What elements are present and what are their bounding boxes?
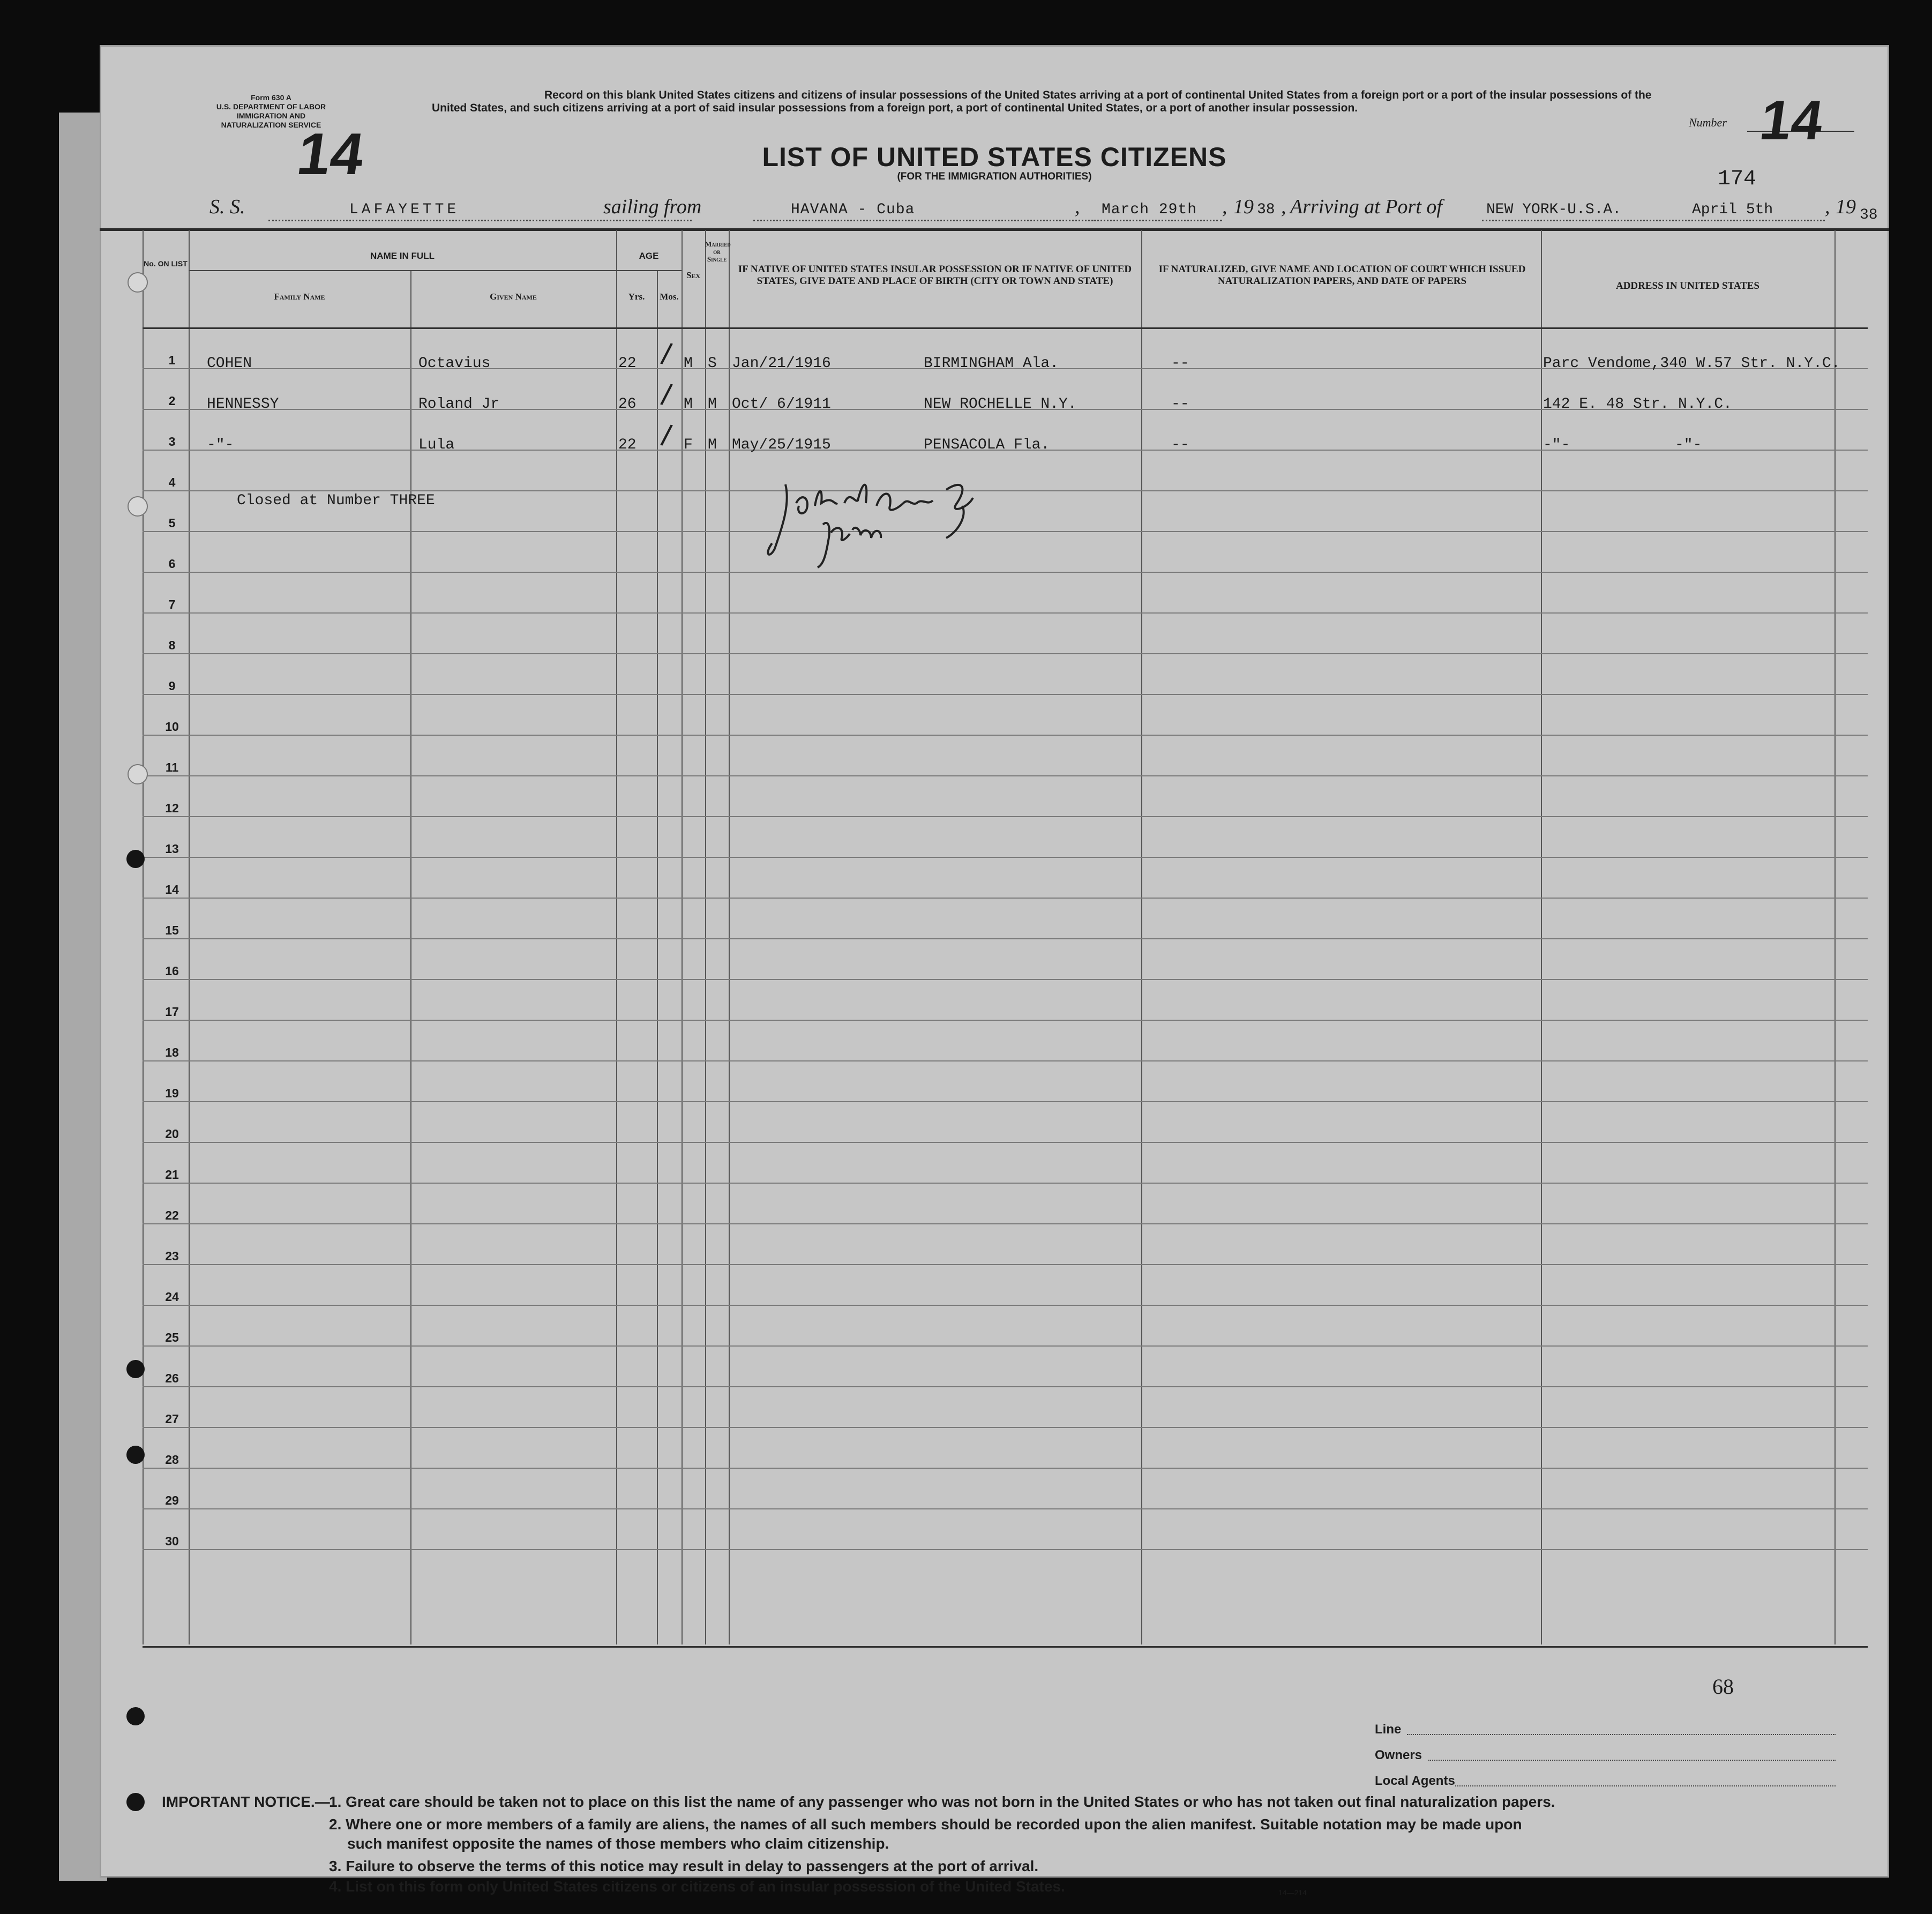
- row-rule: [143, 1345, 1868, 1347]
- marital-status: S: [708, 355, 717, 372]
- row-rule: [143, 1264, 1868, 1265]
- row-number: 18: [165, 1045, 179, 1059]
- notice-heading: IMPORTANT NOTICE.—: [162, 1793, 330, 1810]
- row-number: 7: [168, 597, 176, 611]
- row-rule: [143, 816, 1868, 817]
- row-number: 28: [165, 1453, 179, 1467]
- page-title: LIST OF UNITED STATES CITIZENS: [762, 142, 1227, 172]
- form-number: Form 630 A: [251, 93, 291, 102]
- service-line-1: IMMIGRATION AND: [236, 111, 306, 120]
- address: Parc Vendome,340 W.57 Str. N.Y.C.: [1543, 355, 1840, 372]
- row-number: 3: [168, 435, 176, 448]
- row-number: 27: [165, 1412, 179, 1426]
- notice-3: 3. Failure to observe the terms of this notice may result in delay to passengers at the port of arrival.: [329, 1858, 1039, 1874]
- row-rule: [143, 1223, 1868, 1224]
- header-given-name: Given Name: [490, 291, 537, 302]
- given-name: Lula: [418, 437, 455, 453]
- age-years: 22: [618, 355, 636, 372]
- from-port: HAVANA - Cuba: [791, 201, 915, 218]
- binder-hole: [126, 1793, 145, 1811]
- row-number: 10: [165, 720, 179, 734]
- print-code: 14—214: [1278, 1888, 1307, 1897]
- marital-status: M: [708, 437, 717, 453]
- row-rule: [143, 572, 1868, 573]
- header-naturalized: IF NATURALIZED, GIVE NAME AND LOCATION OF COURT WHICH ISSUED NATURALIZATION PAPERS, AND DATE OF PAPERS: [1158, 264, 1526, 287]
- arrival-port: NEW YORK-U.S.A.: [1486, 201, 1622, 218]
- row-number: 6: [168, 557, 176, 571]
- header-sex: Sex: [686, 270, 701, 280]
- header-address: ADDRESS IN UNITED STATES: [1615, 280, 1759, 291]
- notice-1: 1. Great care should be taken not to place on this list the name of any passenger who was not born in the United States or who has not taken out final naturalization papers.: [329, 1793, 1555, 1810]
- birth-date: Jan/21/1916: [732, 355, 831, 372]
- row-number: 29: [165, 1493, 179, 1507]
- sailing-from-label: sailing from: [603, 196, 702, 218]
- row-number: 20: [165, 1127, 179, 1141]
- closed-note: Closed at Number THREE: [237, 492, 435, 509]
- family-name: HENNESSY: [207, 396, 279, 413]
- row-number: 16: [165, 964, 179, 978]
- department: U.S. DEPARTMENT OF LABOR: [216, 102, 326, 111]
- row-number: 15: [165, 923, 179, 937]
- row-number: 14: [165, 883, 179, 896]
- row-rule: [143, 979, 1868, 980]
- sex: F: [684, 437, 693, 453]
- sex: M: [684, 355, 693, 372]
- row-number: 19: [165, 1086, 179, 1100]
- row-rule: [143, 694, 1868, 695]
- row-rule: [143, 1101, 1868, 1102]
- naturalization: --: [1171, 355, 1189, 372]
- notice-2: 2. Where one or more members of a family are aliens, the names of all such members should be recorded upon the alien manifest. Suitable notation may be made upon: [329, 1816, 1522, 1833]
- arriving-label: Arriving at Port of: [1290, 196, 1442, 218]
- row-number: 9: [168, 679, 176, 693]
- row-rule: [143, 1468, 1868, 1469]
- birth-date: Oct/ 6/1911: [732, 396, 831, 413]
- header-name-in-full: NAME IN FULL: [370, 251, 435, 261]
- ship-name: LAFAYETTE: [349, 201, 460, 218]
- family-name: COHEN: [207, 355, 252, 372]
- row-rule: [143, 1305, 1868, 1306]
- arrival-date: April 5th: [1692, 201, 1773, 218]
- arrival-year: 38: [1860, 207, 1878, 223]
- age-years: 22: [618, 437, 636, 453]
- header-rule: [100, 228, 1889, 231]
- tally-mark: /: [658, 418, 675, 453]
- row-rule: [143, 1142, 1868, 1143]
- row-number: 12: [165, 801, 179, 815]
- row-number: 30: [165, 1534, 179, 1548]
- row-number: 22: [165, 1208, 179, 1222]
- header-family-name: Family Name: [274, 291, 325, 302]
- marital-status: M: [708, 396, 717, 413]
- footer-line-label: Line: [1375, 1722, 1402, 1737]
- row-number: 23: [165, 1249, 179, 1263]
- row-number: 25: [165, 1330, 179, 1344]
- number-label: Number: [1689, 116, 1727, 129]
- row-rule: [143, 1549, 1868, 1550]
- header-yrs: Yrs.: [628, 291, 645, 302]
- footer-owners-label: Owners: [1375, 1748, 1422, 1762]
- row-rule: [143, 1508, 1868, 1509]
- table-bottom-rule: [143, 1646, 1868, 1648]
- row-rule: [143, 898, 1868, 899]
- row-rule: [143, 735, 1868, 736]
- binder-hole: [126, 1707, 145, 1725]
- row-number: 5: [168, 516, 176, 530]
- manifest-page: Form 630 A U.S. DEPARTMENT OF LABOR IMMIGRATION AND NATURALIZATION SERVICE 14 Record on this blank United States citizens and citizens of insular possessions of the United States arriving at a port of continental United States from a foreign port or a port of the insular possessions of the United States, and such citizens arriving at a port of said insular possessions from a foreign port, a port of continental United States, or a port of another insular possession. Number 14 174 LIST OF UNITED STATES CITIZENS (FOR THE IMMIGRATION AUTHORITIES) S. S. LAFAYETTE sailing from HAVANA - Cuba , March 29th , 19 38 , Arriving at Port of NEW YORK-U.S.A. April 5th , 19 38 No. ON LIST NAME IN FULL Family Name Given Name AGE Yrs. Mos. Sex Married or Single IF NATIVE OF UNITED STATES INSULAR POSSESSION OR IF NATIVE OF UNITED STATES, GIVE DATE AND PLACE OF BIRTH (CITY OR TOWN AND STATE) IF NATURALIZED, GIVE NAME AND LOCATION OF COURT WHICH ISSUED NATURALIZATION PAPERS, AND DATE OF PAPERS ADDRESS IN UNITED STATES 1 2 3 4 5 6 7 8 9 10 11 12 13 14 15 16 17 18 19 20 21 22 23 24 25 26 27 28 29 30 COHEN Octavius 22 M S Jan/21/1916 BIRMINGHAM Ala. -- Parc Vendome,340 W.57 Str. N.Y.C. / HENNESSY Roland Jr 26 M M Oct/ 6/1911 NEW ROCHELLE N.Y. -- 142 E. 48 Str. N.Y.C. / -"- Lula 22 F M May/25/1915 PENSACOLA Fla. -- -"- -"- / Closed at Number THREE 68 Line Owners Local Agents IMPORTANT NOTICE.— 1. Great care should be taken not to place on this list the name of any passenger who was not born in the United States or who has not taken out final naturalization papers. 2. Where one or more members of a family are aliens, the names of all such members should be recorded upon the alien manifest. Suitable notation may be made upon such manifest opposite the names of those members who claim citizenship. 3. Failure to observe the terms of this notice may result in delay to passengers at the port of arrival. 4. List on this form only United States citizens or citizens of an insular possession of the United States. 14—214: [100, 45, 1889, 1878]
- row-rule: [143, 653, 1868, 654]
- binder-hole: [128, 764, 148, 784]
- header-married-single: Married or Single: [705, 240, 731, 263]
- row-rule: [143, 1020, 1868, 1021]
- row-number: 11: [165, 760, 179, 774]
- sheet-number: 174: [1718, 167, 1757, 191]
- ss-label: S. S.: [209, 196, 245, 218]
- inspector-signature: [764, 474, 1010, 570]
- birth-date: May/25/1915: [732, 437, 831, 453]
- left-stamp-number: 14: [293, 121, 369, 187]
- sail-date: March 29th: [1102, 201, 1197, 218]
- sail-year-prefix: 19: [1233, 196, 1254, 218]
- binder-hole: [126, 1360, 145, 1378]
- age-years: 26: [618, 396, 636, 413]
- service-line-2: NATURALIZATION SERVICE: [221, 121, 321, 129]
- row-number: 21: [165, 1168, 179, 1182]
- binder-hole: [128, 496, 148, 517]
- row-number: 26: [165, 1371, 179, 1385]
- row-rule: [143, 1060, 1868, 1061]
- footer-agents-label: Local Agents: [1375, 1774, 1455, 1788]
- binder-hole: [128, 272, 148, 293]
- row-number: 1: [168, 353, 176, 367]
- header-bottom-rule: [143, 327, 1868, 329]
- row-rule: [143, 775, 1868, 776]
- row-rule: [143, 857, 1868, 858]
- birth-place: PENSACOLA Fla.: [924, 437, 1050, 453]
- given-name: Roland Jr: [418, 396, 500, 413]
- address: 142 E. 48 Str. N.Y.C.: [1543, 396, 1732, 413]
- address: -"-: [1543, 437, 1570, 453]
- binder-hole: [126, 850, 145, 868]
- row-rule: [143, 1386, 1868, 1387]
- family-name: -"-: [207, 437, 234, 453]
- arrival-year-prefix: 19: [1836, 196, 1856, 218]
- row-rule: [143, 612, 1868, 614]
- naturalization: --: [1171, 396, 1189, 413]
- page-subtitle: (FOR THE IMMIGRATION AUTHORITIES): [897, 171, 1092, 182]
- birth-place: NEW ROCHELLE N.Y.: [924, 396, 1077, 413]
- intro-instructions: Record on this blank United States citizens and citizens of insular possessions of the United States arriving at a port of continental United States from a foreign port or a port of the insular possessions of the United States, and such citizens arriving at a port of said insular possessions from a foreign port, a port of continental United States, or a port of another insular possession.: [432, 89, 1652, 114]
- page-mark: 68: [1712, 1674, 1734, 1699]
- row-rule: [143, 938, 1868, 939]
- row-number: 17: [165, 1005, 179, 1019]
- sail-year: 38: [1257, 201, 1275, 218]
- birth-place: BIRMINGHAM Ala.: [924, 355, 1059, 372]
- notice-2-cont: such manifest opposite the names of those members who claim citizenship.: [347, 1835, 889, 1852]
- row-number: 2: [168, 394, 176, 408]
- header-no-on-list: No. ON LIST: [144, 259, 188, 268]
- given-name: Octavius: [418, 355, 491, 372]
- row-number: 24: [165, 1290, 179, 1304]
- header-birth: IF NATIVE OF UNITED STATES INSULAR POSSESSION OR IF NATIVE OF UNITED STATES, GIVE DATE AND PLACE OF BIRTH (CITY OR TOWN AND STATE): [738, 264, 1132, 287]
- tally-mark: /: [658, 377, 675, 412]
- binder-hole: [126, 1446, 145, 1464]
- notice-4: 4. List on this form only United States citizens or citizens of an insular possession of the United States.: [329, 1878, 1065, 1895]
- row-rule: [143, 1183, 1868, 1184]
- row-number: 8: [168, 638, 176, 652]
- sex: M: [684, 396, 693, 413]
- row-number: 13: [165, 842, 179, 856]
- header-age: AGE: [639, 251, 659, 261]
- row-rule: [143, 1427, 1868, 1428]
- address-ditto: -"-: [1675, 437, 1702, 453]
- naturalization: --: [1171, 437, 1189, 453]
- tally-mark: /: [658, 337, 675, 371]
- header-mos: Mos.: [660, 291, 679, 302]
- number-stamp: 14: [1756, 89, 1827, 152]
- row-number: 4: [168, 475, 176, 489]
